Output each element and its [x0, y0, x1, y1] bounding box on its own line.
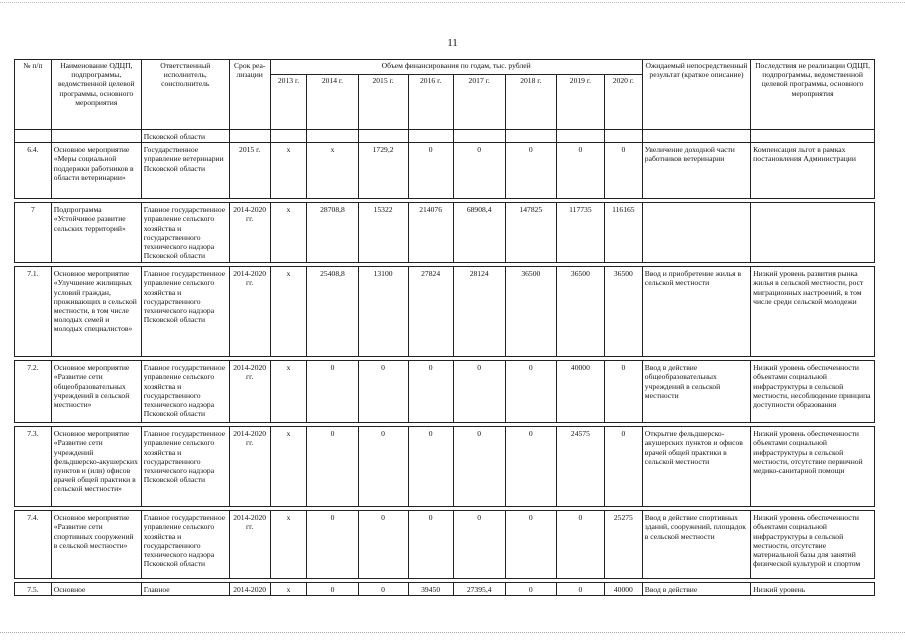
- row-value: 116165: [604, 203, 642, 263]
- row-value: 0: [358, 511, 408, 579]
- row-term: 2014-2020 гг.: [229, 203, 270, 263]
- row-num: 7.4.: [15, 511, 52, 579]
- header-exec: Ответственный исполнитель, соисполнитель: [141, 60, 229, 130]
- row-num: 7.5.: [15, 583, 52, 596]
- row-term: 2014-2020 гг.: [229, 267, 270, 357]
- row-value: 28708,8: [307, 203, 358, 263]
- row-conseq: Низкий уровень обеспеченности объектами социальной инфраструктуры в сельской местности, отсутствие первичной медико-санитарной помощи: [751, 427, 875, 507]
- row-value: х: [270, 511, 307, 579]
- row-value: 0: [453, 427, 505, 507]
- row-value: х: [270, 583, 307, 596]
- row-value: 0: [453, 361, 505, 423]
- header-year: 2019 г.: [556, 75, 604, 130]
- row-value: 15322: [358, 203, 408, 263]
- row-value: х: [270, 143, 307, 199]
- scan-bottom-edge: [0, 632, 905, 634]
- row-value: 0: [604, 143, 642, 199]
- row-value: 0: [408, 361, 453, 423]
- row-value: 40000: [556, 361, 604, 423]
- row-value: 0: [505, 511, 556, 579]
- header-year: 2020 г.: [604, 75, 642, 130]
- row-name: Основное мероприятие «Развитие сети спортивных сооружений в сельской местности»: [51, 511, 141, 579]
- table-row: [15, 143, 875, 199]
- header-term: Срок реа-лизации: [229, 60, 270, 130]
- row-value: 0: [307, 427, 358, 507]
- row-num: 7.2.: [15, 361, 52, 423]
- row-value: 0: [453, 143, 505, 199]
- row-name: Основное мероприятие «Развитие сети общеобразовательных учреждений в сельской местности»: [51, 361, 141, 423]
- row-value: 0: [453, 511, 505, 579]
- row-value: 36500: [604, 267, 642, 357]
- row-name: Основное мероприятие «Меры социальной поддержки работников в области ветеринарии»: [51, 143, 141, 199]
- row-value: 0: [604, 361, 642, 423]
- row-value: 1729,2: [358, 143, 408, 199]
- row-conseq: Компенсация льгот в рамках постановления Администрации: [751, 143, 875, 199]
- row-term: 2014-2020 гг.: [229, 361, 270, 423]
- row-result: Ввод и приобретение жилья в сельской местности: [642, 267, 750, 357]
- row-value: 0: [408, 511, 453, 579]
- row-value: х: [307, 143, 358, 199]
- row-value: х: [270, 361, 307, 423]
- row-value: 117735: [556, 203, 604, 263]
- table-row: [15, 203, 875, 263]
- row-result: Ввод в действие общеобразовательных учреждений в сельской местности: [642, 361, 750, 423]
- row-value: 0: [307, 583, 358, 596]
- row-value: 0: [307, 361, 358, 423]
- row-term: 2014-2020: [229, 583, 270, 596]
- row-name: Основное: [51, 583, 141, 596]
- row-value: 0: [307, 511, 358, 579]
- scan-top-edge: [0, 2, 905, 4]
- carryover-exec: Псковской области: [141, 130, 229, 143]
- row-conseq: [751, 203, 875, 263]
- row-value: 0: [556, 143, 604, 199]
- row-term: 2015 г.: [229, 143, 270, 199]
- row-value: 24575: [556, 427, 604, 507]
- row-value: 214076: [408, 203, 453, 263]
- row-value: 0: [408, 143, 453, 199]
- row-result: Открытие фельдшерско-акушерских пунктов и офисов врачей общей практики в сельской местности: [642, 427, 750, 507]
- row-value: 0: [358, 427, 408, 507]
- carryover-row: [15, 130, 875, 143]
- row-exec: Главное: [141, 583, 229, 596]
- row-name: Основное мероприятие «Развитие сети учреждений фельдшерско-акушерских пунктов и (или) офисов врачей общей практики в сельской местности»: [51, 427, 141, 507]
- row-value: 36500: [556, 267, 604, 357]
- program-table: [14, 59, 875, 596]
- row-value: 0: [505, 143, 556, 199]
- table-row: [15, 511, 875, 579]
- header-result: Ожидаемый непосредственный результат (краткое описание): [642, 60, 750, 130]
- row-exec: Главное государственное управление сельского хозяйства и государственного технического надзора Псковской области: [141, 203, 229, 263]
- row-value: 36500: [505, 267, 556, 357]
- row-name: Основное мероприятие «Улучшение жилищных условий граждан, проживающих в сельской местности, в том числе молодых семей и молодых специалистов»: [51, 267, 141, 357]
- row-exec: Главное государственное управление сельского хозяйства и государственного технического надзора Псковской области: [141, 361, 229, 423]
- row-result: Ввод в действие спортивных зданий, сооружений, площадок в сельской местности: [642, 511, 750, 579]
- row-exec: Главное государственное управление сельского хозяйства и государственного технического надзора Псковской области: [141, 511, 229, 579]
- row-term: 2014-2020 гг.: [229, 511, 270, 579]
- header-year: 2013 г.: [270, 75, 307, 130]
- header-year: 2015 г.: [358, 75, 408, 130]
- row-value: 28124: [453, 267, 505, 357]
- header-conseq: Последствия не реализации ОДЦП, подпрограммы, ведомственной целевой программы, основного мероприятия: [751, 60, 875, 130]
- page-number: 11: [447, 37, 458, 49]
- table-row: [15, 361, 875, 423]
- header-num: № п/п: [15, 60, 52, 130]
- row-result: Ввод в действие: [642, 583, 750, 596]
- row-name: Подпрограмма «Устойчивое развитие сельских территорий»: [51, 203, 141, 263]
- header-year: 2016 г.: [408, 75, 453, 130]
- header-year: 2018 г.: [505, 75, 556, 130]
- row-term: 2014-2020 гг.: [229, 427, 270, 507]
- header-name: Наименование ОДЦП, подпрограммы, ведомственной целевой программы, основного мероприятия: [51, 60, 141, 130]
- row-value: 39450: [408, 583, 453, 596]
- row-conseq: Низкий уровень: [751, 583, 875, 596]
- row-value: 0: [358, 361, 408, 423]
- row-value: 27824: [408, 267, 453, 357]
- row-value: 0: [358, 583, 408, 596]
- table-row: [15, 427, 875, 507]
- table-row: [15, 267, 875, 357]
- row-value: 0: [556, 583, 604, 596]
- table-row: [15, 583, 875, 596]
- row-value: 147825: [505, 203, 556, 263]
- row-result: Увеличение доходной части работников ветеринарии: [642, 143, 750, 199]
- row-value: х: [270, 427, 307, 507]
- header-year: 2017 г.: [453, 75, 505, 130]
- row-value: 0: [604, 427, 642, 507]
- row-value: 25408,8: [307, 267, 358, 357]
- row-exec: Государственное управление ветеринарии Псковской области: [141, 143, 229, 199]
- row-value: 40000: [604, 583, 642, 596]
- row-value: 0: [505, 583, 556, 596]
- row-value: 0: [505, 361, 556, 423]
- row-conseq: Низкий уровень обеспеченности объектами социальной инфраструктуры в сельской местности, отсутствие материальной базы для занятий физической культурой и спортом: [751, 511, 875, 579]
- row-value: 13100: [358, 267, 408, 357]
- row-num: 7: [15, 203, 52, 263]
- header-year: 2014 г.: [307, 75, 358, 130]
- row-value: 25275: [604, 511, 642, 579]
- row-exec: Главное государственное управление сельского хозяйства и государственного технического надзора Псковской области: [141, 427, 229, 507]
- row-value: 0: [505, 427, 556, 507]
- row-conseq: Низкий уровень обеспеченности объектами социальной инфраструктуры в сельской местности, несоблюдение принципа доступности образования: [751, 361, 875, 423]
- row-conseq: Низкий уровень развития рынка жилья в сельской местности, рост миграционных настроений, в том числе среди сельской молодежи: [751, 267, 875, 357]
- row-value: 0: [556, 511, 604, 579]
- row-num: 7.1.: [15, 267, 52, 357]
- row-value: х: [270, 203, 307, 263]
- header-funding: Объем финансирования по годам, тыс. рублей: [270, 60, 642, 75]
- row-result: [642, 203, 750, 263]
- row-num: 7.3.: [15, 427, 52, 507]
- row-value: х: [270, 267, 307, 357]
- row-num: 6.4.: [15, 143, 52, 199]
- row-value: 68908,4: [453, 203, 505, 263]
- row-value: 0: [408, 427, 453, 507]
- row-exec: Главное государственное управление сельского хозяйства и государственного технического надзора Псковской области: [141, 267, 229, 357]
- row-value: 27395,4: [453, 583, 505, 596]
